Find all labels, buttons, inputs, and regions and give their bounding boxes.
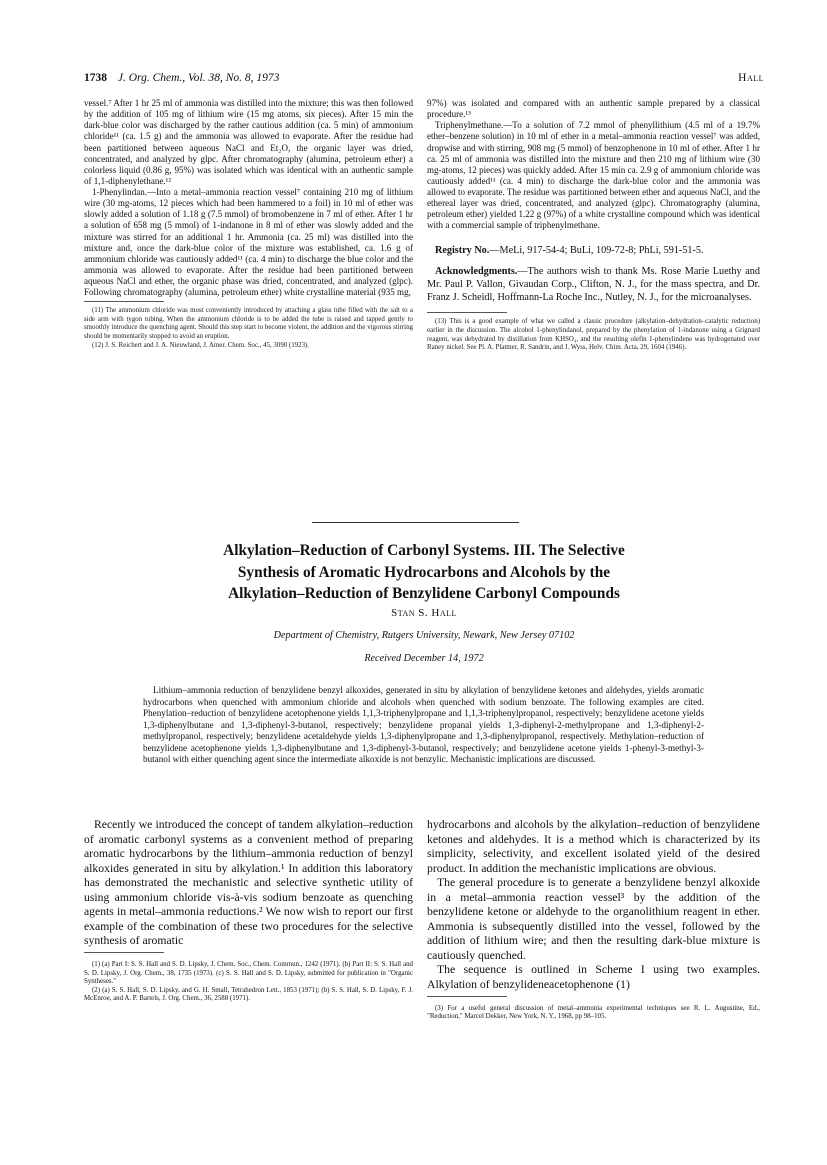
author-affiliation: Department of Chemistry, Rutgers University, Newark, New Jersey 07102 (273, 630, 575, 641)
article-title (84, 540, 764, 605)
footnote-rule (84, 301, 164, 302)
acknowledgments-title: Acknowledgments. (435, 265, 518, 277)
received-date: Received December 14, 1972 (364, 653, 484, 664)
experimental-paragraph: vessel.⁷ After 1 hr 25 ml of ammonia was distilled into the mixture; this was then followed by the addition of 105 mg of lithium wire (15 mg atoms, six pieces). After 15 min the dark-blue color was discharged by the rather cautious addition (ca. 5 min) of ammonium chloride¹¹ (ca. 1.5 g) and the ammonia was allowed to evaporate. After the residue had been partitioned between aqueous NaCl and Et₂O, the organic layer was dried, concentrated, and analyzed by glpc. After chromatography (alumina, petroleum ether) a colorless liquid (0.86 g, 95%) was isolated which was identical with an authentic sample of 1,1-diphenylethane.¹² (84, 98, 413, 186)
footnote: (3) For a useful general discussion of metal–ammonia experimental techniques see R. L. Augustine, Ed., "Reduction," Marcel Dekker, New York, N. Y., 1968, pp 98–105. (427, 1004, 760, 1021)
registry-numbers (427, 244, 760, 257)
body-paragraph: The sequence is outlined in Scheme I using two examples. Alkylation of benzylideneacetophenone (1) (427, 963, 760, 992)
abstract: Lithium–ammonia reduction of benzylidene benzyl alkoxides, generated in situ by alkylation of benzylidene ketones and aldehydes, yields aromatic hydrocarbons when quenched with ammonium chloride and alcohols when quenched with sodium benzoate. The following examples are cited. Phenylation–reduction of benzylidene acetophenone yields 1,1,3-triphenylpropane and 1,1,3-triphenylpropanol, respectively; benzylidene acetone yields 1,3-diphenylbutane and 1,3-diphenyl-3-butanol, respectively; benzylidene propanal yields 1,3-diphenyl-2-methylpropane and 1,3-diphenyl-2-methylpropanol, respectively; benzylidene acetaldehyde yields 1,3-diphenylpropane and 1,3-diphenylpropanol, respectively. Methylation–reduction of benzylidene acetophenone yields 1,3-diphenylbutane and 1,3-diphenyl-3-butanol, respectively; and benzylidene acetone yields 1-phenyl-3-methyl-3-butanol with either quenching agent since the intermediate alkoxide is not benzylic. Mechanistic implications are discussed. (143, 685, 704, 765)
footnote-rule (427, 996, 507, 997)
footnotes-bottom-right (427, 1005, 760, 1022)
title-line: Synthesis of Aromatic Hydrocarbons and Alcohols by the (237, 563, 611, 581)
title-line: Alkylation–Reduction of Benzylidene Carbonyl Compounds (228, 585, 620, 602)
body-right-column (427, 818, 760, 1022)
footnote-rule (84, 952, 164, 953)
registry-and-acknowledgments (427, 244, 760, 305)
footnote: (13) This is a good example of what we called a classic procedure (alkylation–dehydration–catalytic reduction) earlier in the discussion. The alcohol 1-phenylindanol, prepared by the phenylation of 1-indanone using a Grignard reagent, was dehydrated by distillation from KHSO₄, and the resulting olefin 1-phenylindene was hydrogenated over Raney nickel. See Pl. A. Plattner, R. Sandrin, and J. Wyss, Helv. Chim. Acta, 29, 1604 (1946). (427, 318, 760, 352)
author-byline: Stan S. Hall (391, 607, 457, 619)
body-paragraph: Recently we introduced the concept of tandem alkylation–reduction of aromatic carbonyl systems as a convenient method of preparing aromatic hydrocarbons by the lithium–ammonia reduction of benzyl alkoxides generated in situ by alkylation.¹ In addition this laboratory has demonstrated the mechanistic and selective synthetic utility of using ammonium chloride vis-à-vis sodium benzoate as quenching agents in metal–ammonia reductions.² We now wish to report our first example of the combination of these two procedures for the selective synthesis of aromatic (84, 818, 413, 948)
registry-title: Registry No. (435, 244, 490, 256)
title-line: Alkylation–Reduction of Carbonyl Systems. III. The Selective (223, 542, 625, 559)
footnotes-top-right (427, 318, 760, 352)
running-header (84, 72, 764, 88)
top-right-column (427, 98, 760, 353)
footnotes-bottom-left (84, 961, 413, 1004)
body-left-column (84, 818, 413, 1004)
body-paragraph: hydrocarbons and alcohols by the alkylation–reduction of benzylidene ketones and aldehydes. It is a method which is characterized by its simplicity, selectivity, and excellent isolated yield of the desired product. In addition the mechanistic implications are obvious. (427, 818, 760, 875)
footnote: (1) (a) Part I: S. S. Hall and S. D. Lipsky, J. Chem. Soc., Chem. Commun., 1242 (1971). (b) Part II: S. S. Hall and S. D. Lipsky, J. Org. Chem., 38, 1735 (1973). (c) S. S. Hall and S. D. Lipsky, submitted for publication in "Organic Syntheses." (84, 960, 413, 986)
experimental-paragraph: 1-Phenylindan.—Into a metal–ammonia reaction vessel⁷ containing 210 mg of lithium wire (30 mg-atoms, 12 pieces which had been hammered to a foil) in 10 ml of ether was slowly added a solution of 1.18 g (7.5 mmol) of bromobenzene in 7 ml of ether. After 1 hr a solution of 658 mg (5 mmol) of 1-indanone in 8 ml of ether was slowly added and the mixture was stirred for an additional 1 hr. Ammonia (ca. 25 ml) was distilled into the mixture and, once the dark-blue color of the mixture was established, ca. 1.6 g of ammonium chloride was cautiously added¹¹ (ca. 4 min) to discharge the blue color and the ammonia was allowed to evaporate. After the residue had been partitioned between aqueous NaCl and ether, the organic phase was dried, concentrated, and analyzed (glpc). Following chromatography (alumina, petroleum ether) white crystalline material (935 mg, (84, 187, 413, 298)
acknowledgments-text: —The authors wish to thank Ms. Rose Marie Luethy and Mr. Paul P. Vallon, Givaudan Corp., Clifton, N. J., for the mass spectra, and Dr. Franz J. Scheidl, Hoffmann-La Roche Inc., Nutley, N. J., for the microanalyses. (427, 265, 760, 304)
footnote: (2) (a) S. S. Hall, S. D. Lipsky, and G. H. Small, Tetrahedron Lett., 1853 (1971); (b) S. S. Hall, S. D. Lipsky, F. J. McEnroe, and A. P. Bartels, J. Org. Chem., 36, 2588 (1971). (84, 986, 413, 1003)
experimental-paragraph: 97%) was isolated and compared with an authentic sample prepared by a classical procedure.¹³ (427, 98, 760, 120)
registry-text: —MeLi, 917-54-4; BuLi, 109-72-8; PhLi, 591-51-5. (489, 244, 704, 256)
running-author: Hall (738, 72, 764, 84)
body-paragraph: The general procedure is to generate a benzylidene benzyl alkoxide in a metal–ammonia reaction vessel³ by the addition of the benzylidene ketone or aldehyde to the organolithium reagent in ether. Ammonia is subsequently distilled into the vessel, followed by the addition of lithium wire; and then the resulting dark-blue mixture is cautiously quenched. (427, 876, 760, 962)
footnotes-top-left (84, 307, 413, 350)
experimental-paragraph: Triphenylmethane.—To a solution of 7.2 mmol of phenyllithium (4.5 ml of a 19.7% ether–benzene solution) in 10 ml of ether in a metal–ammonia reaction vessel⁷ was added, dropwise and with stirring, 908 mg (5 mmol) of benzophenone in 10 ml of ether. After 1 hr ca. 25 ml of ammonia was distilled into the mixture and then 210 mg of lithium wire (30 mg-atoms, 12 pieces) was quickly added. After 15 min ca. 2.9 g of ammonium chloride was cautiously added¹¹ (ca. 4 min) to discharge the dark-blue color and the ammonia was allowed to evaporate. The residue was partitioned between ether and aqueous NaCl, and the ethereal layer was dried, concentrated, and analyzed (glpc). Chromatography (alumina, petroleum ether) yielded 1.22 g (97%) of a white crystalline compound which was identical with a commercial sample of triphenylmethane. (427, 120, 760, 231)
footnote: (12) J. S. Reichert and J. A. Nieuwland, J. Amer. Chem. Soc., 45, 3090 (1923). (92, 341, 310, 349)
journal-citation: J. Org. Chem., Vol. 38, No. 8, 1973 (117, 72, 280, 84)
top-left-column (84, 98, 413, 350)
article-separator-rule (312, 522, 519, 523)
page-number: 1738 (84, 72, 107, 84)
acknowledgments (427, 265, 760, 305)
footnote-rule (427, 312, 507, 313)
footnote: (11) The ammonium chloride was most conveniently introduced by attaching a glass tube filled with the salt to a side arm with tygon tubing. When the ammonium chloride is to be added the tube is raised and tapped gently to smoothly introduce the quenching agent. Should this step start to become violent, the addition and the vigorous stirring should be momentarily stopped to avoid an eruption. (84, 307, 413, 341)
